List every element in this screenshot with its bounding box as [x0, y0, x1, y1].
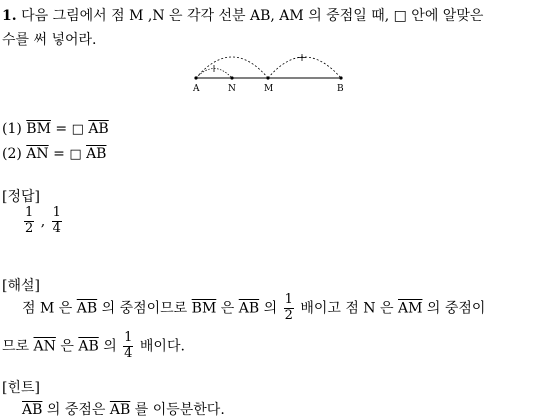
answer-fraction-2: $\frac{1}{4}$ — [52, 205, 61, 236]
segment-an: $\overline{AN}$ — [26, 146, 49, 162]
segment-ab: $\overline{AB}$ — [109, 402, 131, 418]
sub-question-1 — [2, 121, 109, 137]
answer-box: □ — [69, 147, 82, 162]
problem-text-2: 수를 써 넣어라. — [2, 32, 97, 48]
label-n: N — [228, 84, 236, 94]
sub-question-index: (2) — [2, 146, 22, 162]
answer-values — [22, 206, 64, 237]
point-m — [266, 76, 269, 79]
label-a: A — [193, 84, 200, 94]
point-a — [194, 76, 197, 79]
segment-ab: $\overline{AB}$ — [76, 300, 98, 317]
problem-number: 1. — [2, 8, 17, 24]
segment-ab: $\overline{AB}$ — [78, 338, 99, 355]
sub-question-index: (1) — [2, 121, 22, 137]
segment-bm: $\overline{BM}$ — [26, 121, 51, 137]
equals-sign: = — [55, 121, 68, 137]
segment-ab: $\overline{AB}$ — [22, 402, 43, 418]
explanation-heading: [해설] — [2, 278, 40, 294]
segment-ab: $\overline{AB}$ — [88, 121, 109, 137]
fraction-one-half: $\frac{1}{2}$ — [284, 292, 293, 323]
explanation-line-2: 므로 $\overline{AN}$ 은 $\overline{AB}$ 의 $\frac{1}{4}$ 배이다. — [2, 330, 185, 361]
segment-ab: $\overline{AB}$ — [86, 146, 107, 162]
hint-line: $\overline{AB}$ 의 중점은 $\overline{AB}$ 를 이등분한다. — [22, 402, 225, 418]
hint-heading: [힌트] — [2, 380, 40, 396]
problem-line-1 — [2, 5, 483, 25]
explanation-line-1: 점 M 은 $\overline{AB}$ 의 중점이므로 $\overline{BM}$ 은 $\overline{AB}$ 의 $\frac{1}{2}$ 배이고 점 N 은 $\overline{AM}$ 의 중점이 — [22, 292, 486, 323]
fraction-one-quarter: $\frac{1}{4}$ — [124, 330, 133, 361]
segment-bm: $\overline{BM}$ — [191, 300, 217, 317]
problem-line-2 — [2, 29, 97, 49]
segment-figure — [185, 48, 355, 96]
segment-ab: $\overline{AB}$ — [238, 300, 260, 317]
segment-an: $\overline{AN}$ — [33, 338, 56, 355]
point-b — [339, 76, 342, 79]
label-m: M — [264, 84, 274, 94]
segment-am: $\overline{AM}$ — [398, 300, 423, 317]
problem-text-1: 다음 그림에서 점 M ,N 은 각각 선분 AB, AM 의 중점일 때, □ 안에 알맞은 — [21, 8, 484, 24]
arc-mb — [268, 57, 341, 78]
point-n — [230, 76, 233, 79]
sub-question-2 — [2, 146, 106, 162]
answer-separator: , — [40, 213, 46, 230]
answer-fraction-1: $\frac{1}{2}$ — [25, 205, 34, 236]
equals-sign: = — [53, 146, 65, 162]
arc-am — [196, 57, 268, 78]
answer-heading: [정답] — [2, 189, 40, 205]
label-b: B — [337, 84, 344, 94]
answer-box: □ — [71, 122, 84, 137]
